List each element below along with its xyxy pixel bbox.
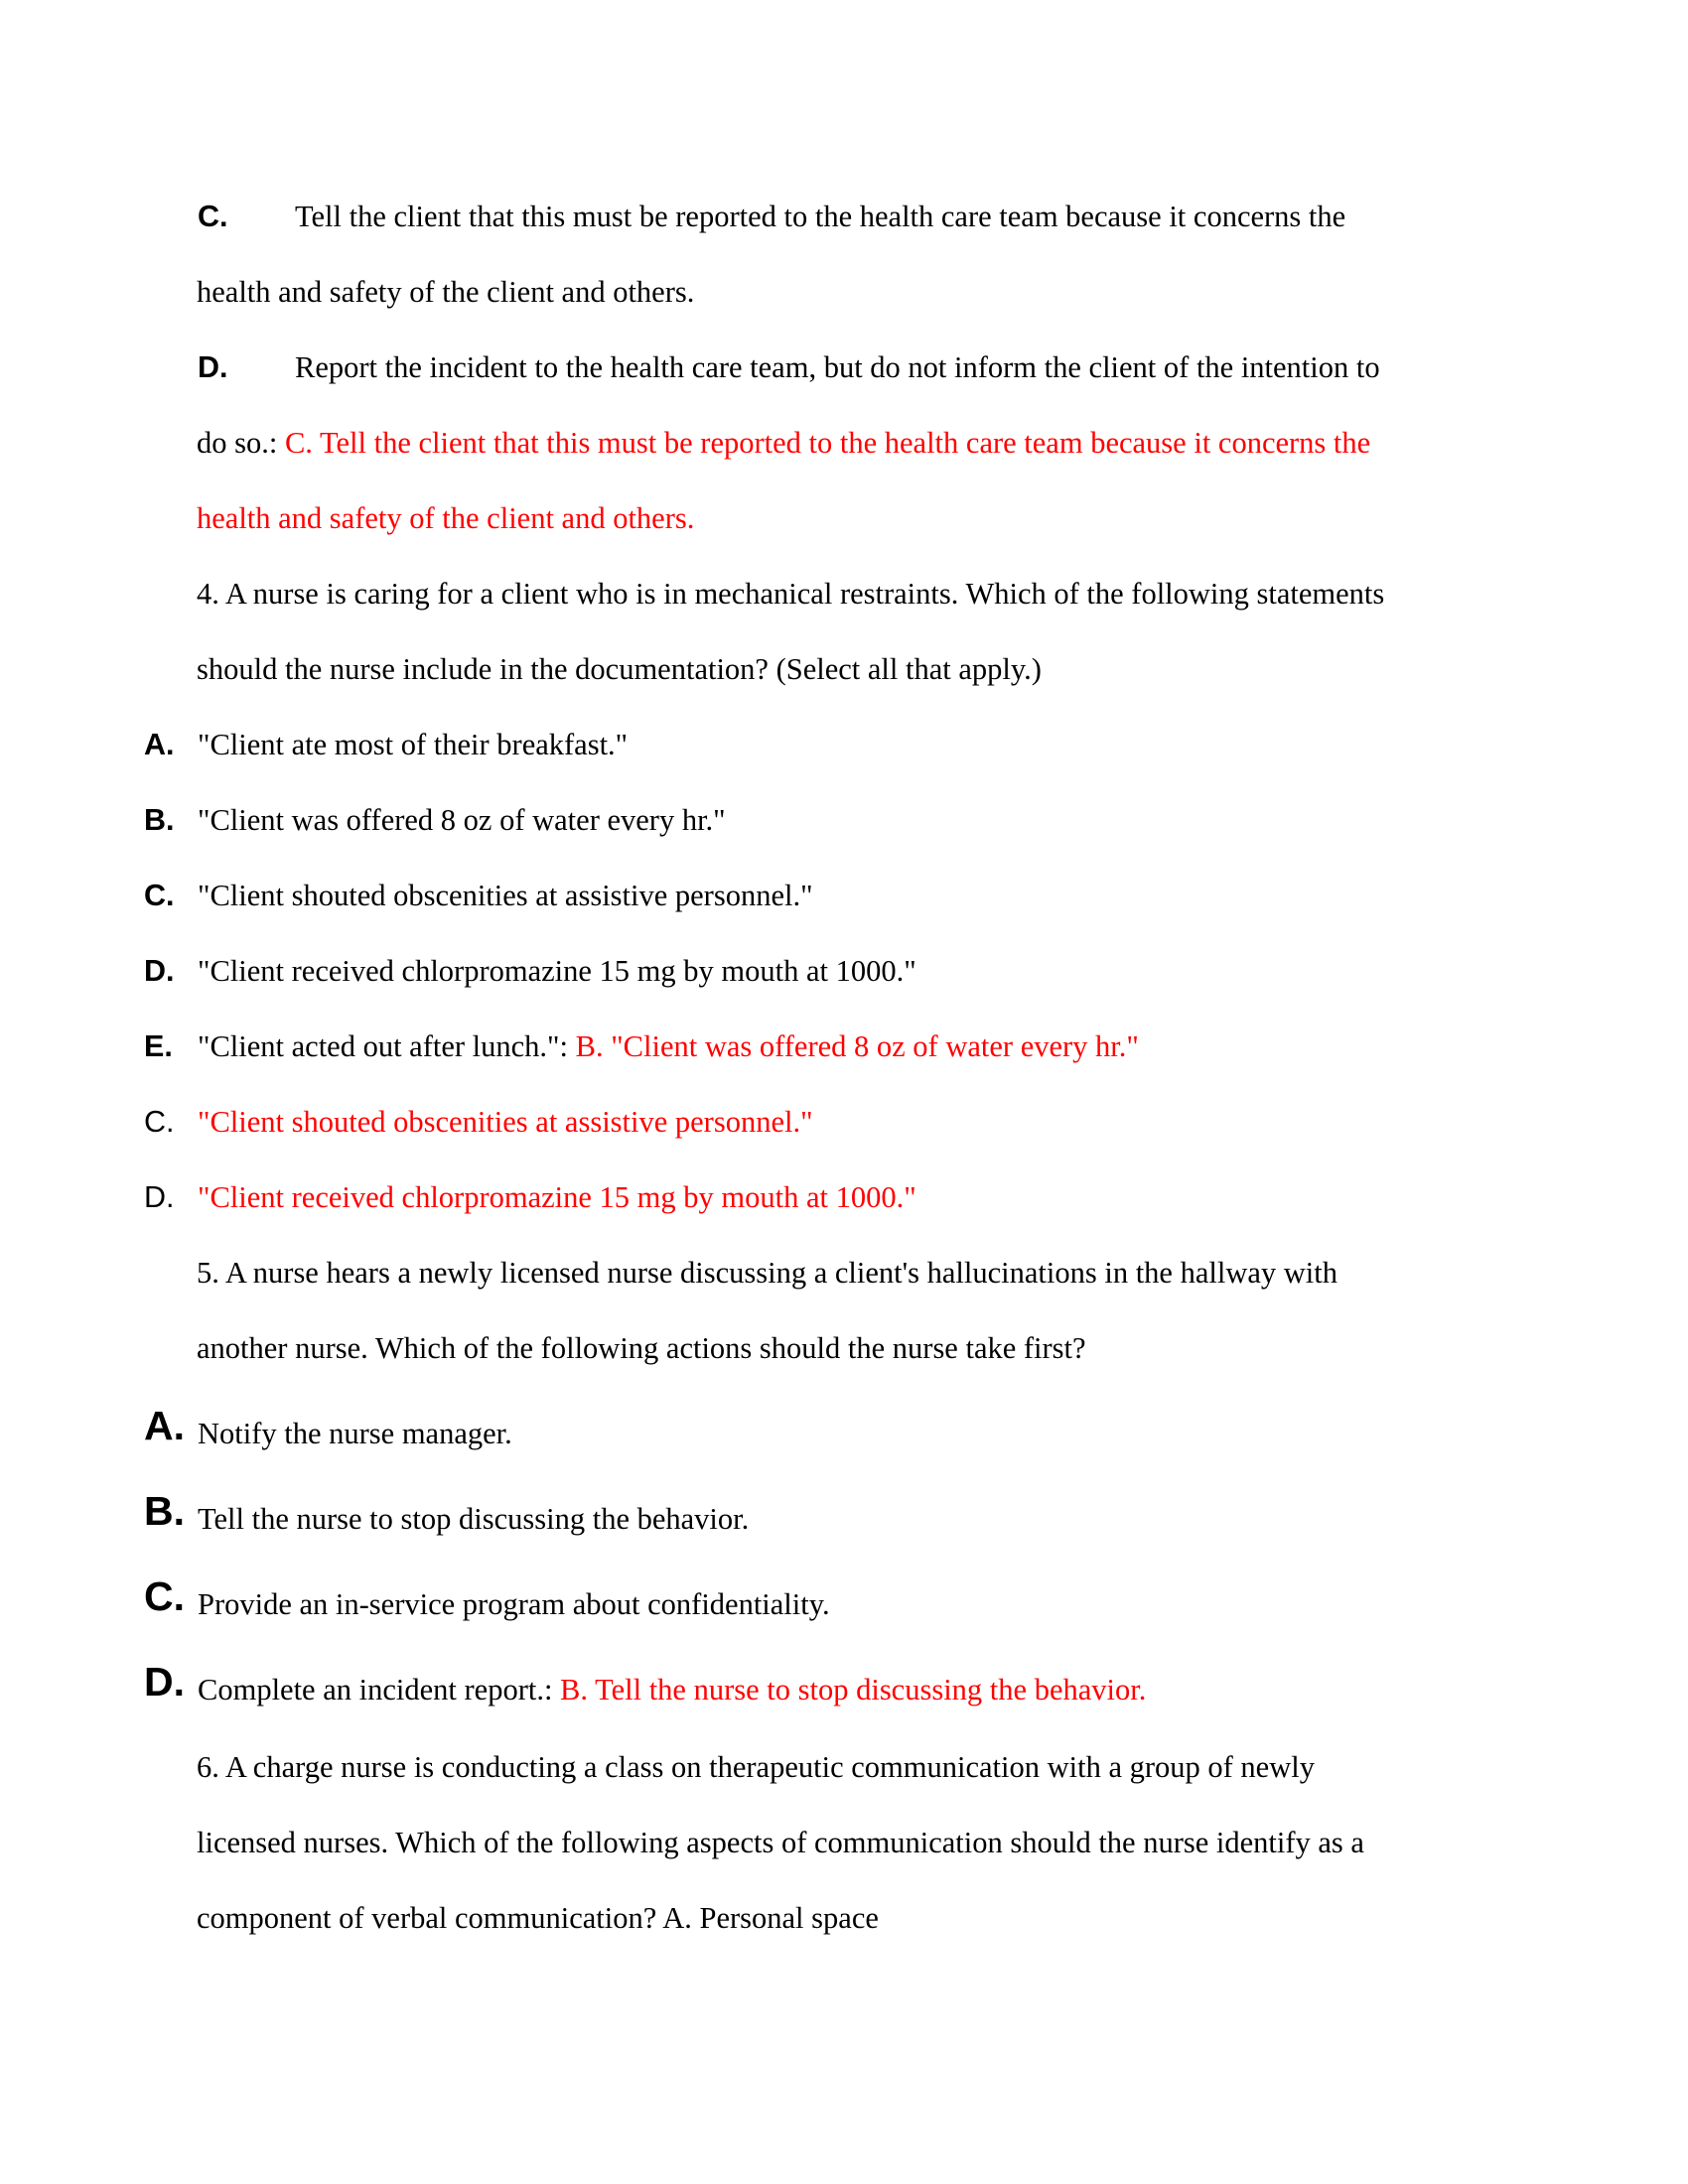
option-text: "Client acted out after lunch.": [198, 1029, 568, 1063]
option-label: D. [144, 1659, 185, 1705]
option-label: C. [198, 200, 228, 233]
option-label: D. [198, 350, 228, 384]
answer-text: B. "Client was offered 8 oz of water every hr." [575, 1029, 1139, 1063]
question-stem: 5. A nurse hears a newly licensed nurse discussing a client's hallucinations in the hallway with [197, 1256, 1337, 1290]
option-text: Report the incident to the health care team, but do not inform the client of the intention to [295, 350, 1380, 384]
option-text: do so.: [197, 426, 285, 460]
option-text: "Client received chlorpromazine 15 mg by mouth at 1000." [198, 954, 916, 988]
answer-text: health and safety of the client and others. [197, 501, 695, 535]
answer-label: C. [144, 1105, 175, 1139]
question-stem: 4. A nurse is caring for a client who is in mechanical restraints. Which of the following statements [197, 577, 1385, 611]
option-text: "Client ate most of their breakfast." [198, 728, 629, 761]
option-label: A. [144, 728, 175, 761]
question-stem: 6. A charge nurse is conducting a class on therapeutic communication with a group of newly [197, 1750, 1315, 1784]
question-stem: another nurse. Which of the following actions should the nurse take first? [197, 1331, 1086, 1365]
question-stem: should the nurse include in the documentation? (Select all that apply.) [197, 652, 1042, 686]
option-text: Tell the client that this must be reported to the health care team because it concerns the [295, 200, 1346, 233]
option-label: A. [144, 1403, 185, 1448]
option-text: "Client shouted obscenities at assistive personnel." [198, 879, 813, 912]
option-label: C. [144, 879, 175, 912]
option-label: E. [144, 1029, 173, 1063]
option-text: health and safety of the client and others. [197, 275, 695, 309]
option-text: Complete an incident report.: [198, 1673, 553, 1706]
question-stem: licensed nurses. Which of the following aspects of communication should the nurse identify as a [197, 1826, 1364, 1859]
option-text: Notify the nurse manager. [198, 1417, 512, 1450]
option-label: D. [144, 954, 175, 988]
answer-text: "Client received chlorpromazine 15 mg by mouth at 1000." [198, 1180, 916, 1214]
option-label: C. [144, 1573, 185, 1619]
option-text: Provide an in-service program about confidentiality. [198, 1587, 830, 1621]
option-text: "Client was offered 8 oz of water every hr." [198, 803, 726, 837]
option-text: Tell the nurse to stop discussing the behavior. [198, 1502, 750, 1536]
answer-text: C. Tell the client that this must be reported to the health care team because it concerns the [284, 426, 1371, 460]
answer-text: "Client shouted obscenities at assistive personnel." [198, 1105, 813, 1139]
answer-text: B. Tell the nurse to stop discussing the behavior. [560, 1673, 1147, 1706]
option-label: B. [144, 803, 175, 837]
option-label: B. [144, 1488, 185, 1534]
question-stem: component of verbal communication? A. Personal space [197, 1901, 879, 1935]
answer-label: D. [144, 1180, 175, 1214]
